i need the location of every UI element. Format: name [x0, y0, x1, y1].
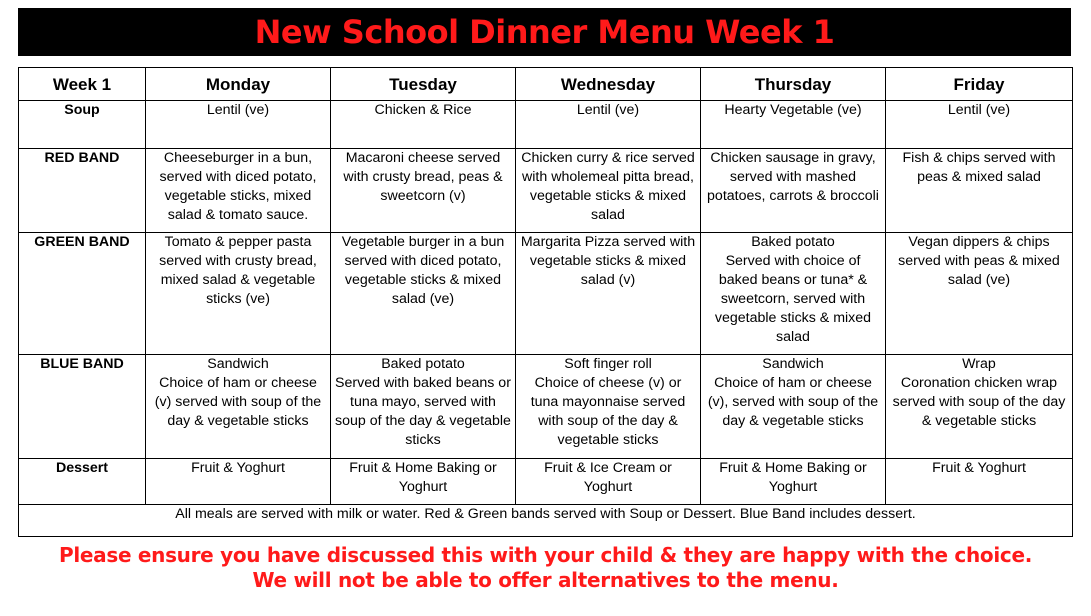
menu-cell-text: Choice of cheese (v) or tuna mayonnaise served with soup of the day & vegetable sticks — [530, 375, 686, 448]
menu-cell-monday — [146, 233, 331, 355]
menu-cell-text: Served with choice of baked beans or tuna* & sweetcorn, served with vegetable sticks & mixed salad — [714, 253, 872, 345]
menu-table — [18, 67, 1073, 537]
row-label: RED BAND — [19, 149, 146, 233]
day-header-tuesday: Tuesday — [331, 68, 516, 101]
menu-cell-wednesday — [516, 233, 701, 355]
menu-cell-friday — [886, 355, 1073, 459]
header-row — [19, 68, 1073, 101]
menu-cell-text: Tomato & pepper pasta served with crusty bread, mixed salad & vegetable sticks (ve) — [159, 234, 317, 307]
menu-cell-friday — [886, 233, 1073, 355]
menu-cell-text: Fruit & Yoghurt — [932, 460, 1026, 476]
menu-cell-text: Lentil (ve) — [206, 102, 270, 118]
menu-row-dessert — [19, 459, 1073, 505]
menu-cell-thursday — [701, 459, 886, 505]
menu-cell-text: Soft finger roll — [564, 356, 652, 372]
notice-line-2: We will not be able to offer alternatives to the menu. — [252, 568, 839, 592]
notice-line-1: Please ensure you have discussed this with your child & they are happy with the choice. — [58, 543, 1033, 567]
day-header-wednesday: Wednesday — [516, 68, 701, 101]
menu-cell-text: Chicken & Rice — [374, 102, 472, 118]
menu-cell-wednesday — [516, 149, 701, 233]
menu-cell-text: Fish & chips served with peas & mixed salad — [902, 150, 1056, 185]
menu-cell-text: Choice of ham or cheese (v), served with soup of the day & vegetable sticks — [707, 375, 879, 429]
menu-cell-thursday — [701, 355, 886, 459]
day-header-monday: Monday — [146, 68, 331, 101]
menu-cell-tuesday — [331, 355, 516, 459]
menu-cell-text: Margarita Pizza served with vegetable sticks & mixed salad (v) — [520, 234, 696, 288]
menu-cell-tuesday — [331, 459, 516, 505]
menu-cell-text: Choice of ham or cheese (v) served with soup of the day & vegetable sticks — [154, 375, 322, 429]
menu-cell-text: Chicken sausage in gravy, served with mashed potatoes, carrots & broccoli — [707, 150, 879, 204]
menu-cell-text: Fruit & Ice Cream or Yoghurt — [544, 460, 672, 495]
menu-row-soup — [19, 101, 1073, 149]
menu-row-red-band — [19, 149, 1073, 233]
menu-cell-text: Baked potato — [381, 356, 465, 372]
menu-cell-text: Fruit & Home Baking or Yoghurt — [349, 460, 497, 495]
menu-cell-text: Macaroni cheese served with crusty bread, peas & sweetcorn (v) — [343, 150, 503, 204]
footer-row — [19, 505, 1073, 537]
menu-cell-text: Sandwich — [762, 356, 824, 372]
day-header-friday: Friday — [886, 68, 1073, 101]
menu-cell-text: Fruit & Home Baking or Yoghurt — [719, 460, 867, 495]
menu-cell-friday — [886, 149, 1073, 233]
menu-cell-wednesday — [516, 101, 701, 149]
title-banner — [18, 8, 1071, 56]
menu-cell-tuesday — [331, 149, 516, 233]
row-label: Dessert — [19, 459, 146, 505]
day-header-thursday: Thursday — [701, 68, 886, 101]
row-label: BLUE BAND — [19, 355, 146, 459]
menu-cell-wednesday — [516, 459, 701, 505]
page-title: New School Dinner Menu Week 1 — [254, 13, 835, 51]
menu-row-blue-band — [19, 355, 1073, 459]
menu-cell-text: Lentil (ve) — [947, 102, 1011, 118]
menu-cell-tuesday — [331, 233, 516, 355]
menu-cell-text: Hearty Vegetable (ve) — [724, 102, 862, 118]
menu-cell-text: Sandwich — [207, 356, 269, 372]
menu-cell-text: Lentil (ve) — [576, 102, 640, 118]
menu-cell-thursday — [701, 101, 886, 149]
menu-cell-text: Wrap — [962, 356, 996, 372]
menu-cell-wednesday — [516, 355, 701, 459]
menu-cell-text: Vegan dippers & chips served with peas & mixed salad (ve) — [898, 234, 1060, 288]
menu-cell-text: Baked potato — [751, 234, 835, 250]
footer-note: All meals are served with milk or water. Red & Green bands served with Soup or Dessert. Blue Band includes dessert. — [19, 505, 1073, 537]
menu-cell-monday — [146, 101, 331, 149]
menu-cell-monday — [146, 355, 331, 459]
menu-cell-friday — [886, 459, 1073, 505]
menu-cell-text: Served with baked beans or tuna mayo, served with soup of the day & vegetable sticks — [335, 375, 511, 448]
menu-row-green-band — [19, 233, 1073, 355]
menu-cell-text: Vegetable burger in a bun served with diced potato, vegetable sticks & mixed salad (ve) — [341, 234, 505, 307]
menu-cell-friday — [886, 101, 1073, 149]
menu-cell-text: Cheeseburger in a bun, served with diced potato, vegetable sticks, mixed salad & tomato sauce. — [159, 150, 317, 223]
row-label: GREEN BAND — [19, 233, 146, 355]
menu-cell-thursday — [701, 233, 886, 355]
row-label: Soup — [19, 101, 146, 149]
menu-cell-monday — [146, 459, 331, 505]
menu-cell-text: Coronation chicken wrap served with soup of the day & vegetable sticks — [892, 375, 1066, 429]
menu-cell-thursday — [701, 149, 886, 233]
menu-cell-tuesday — [331, 101, 516, 149]
menu-cell-text: Fruit & Yoghurt — [191, 460, 285, 476]
menu-cell-monday — [146, 149, 331, 233]
menu-cell-text: Chicken curry & rice served with wholemeal pitta bread, vegetable sticks & mixed salad — [521, 150, 695, 223]
week-header: Week 1 — [19, 68, 146, 101]
